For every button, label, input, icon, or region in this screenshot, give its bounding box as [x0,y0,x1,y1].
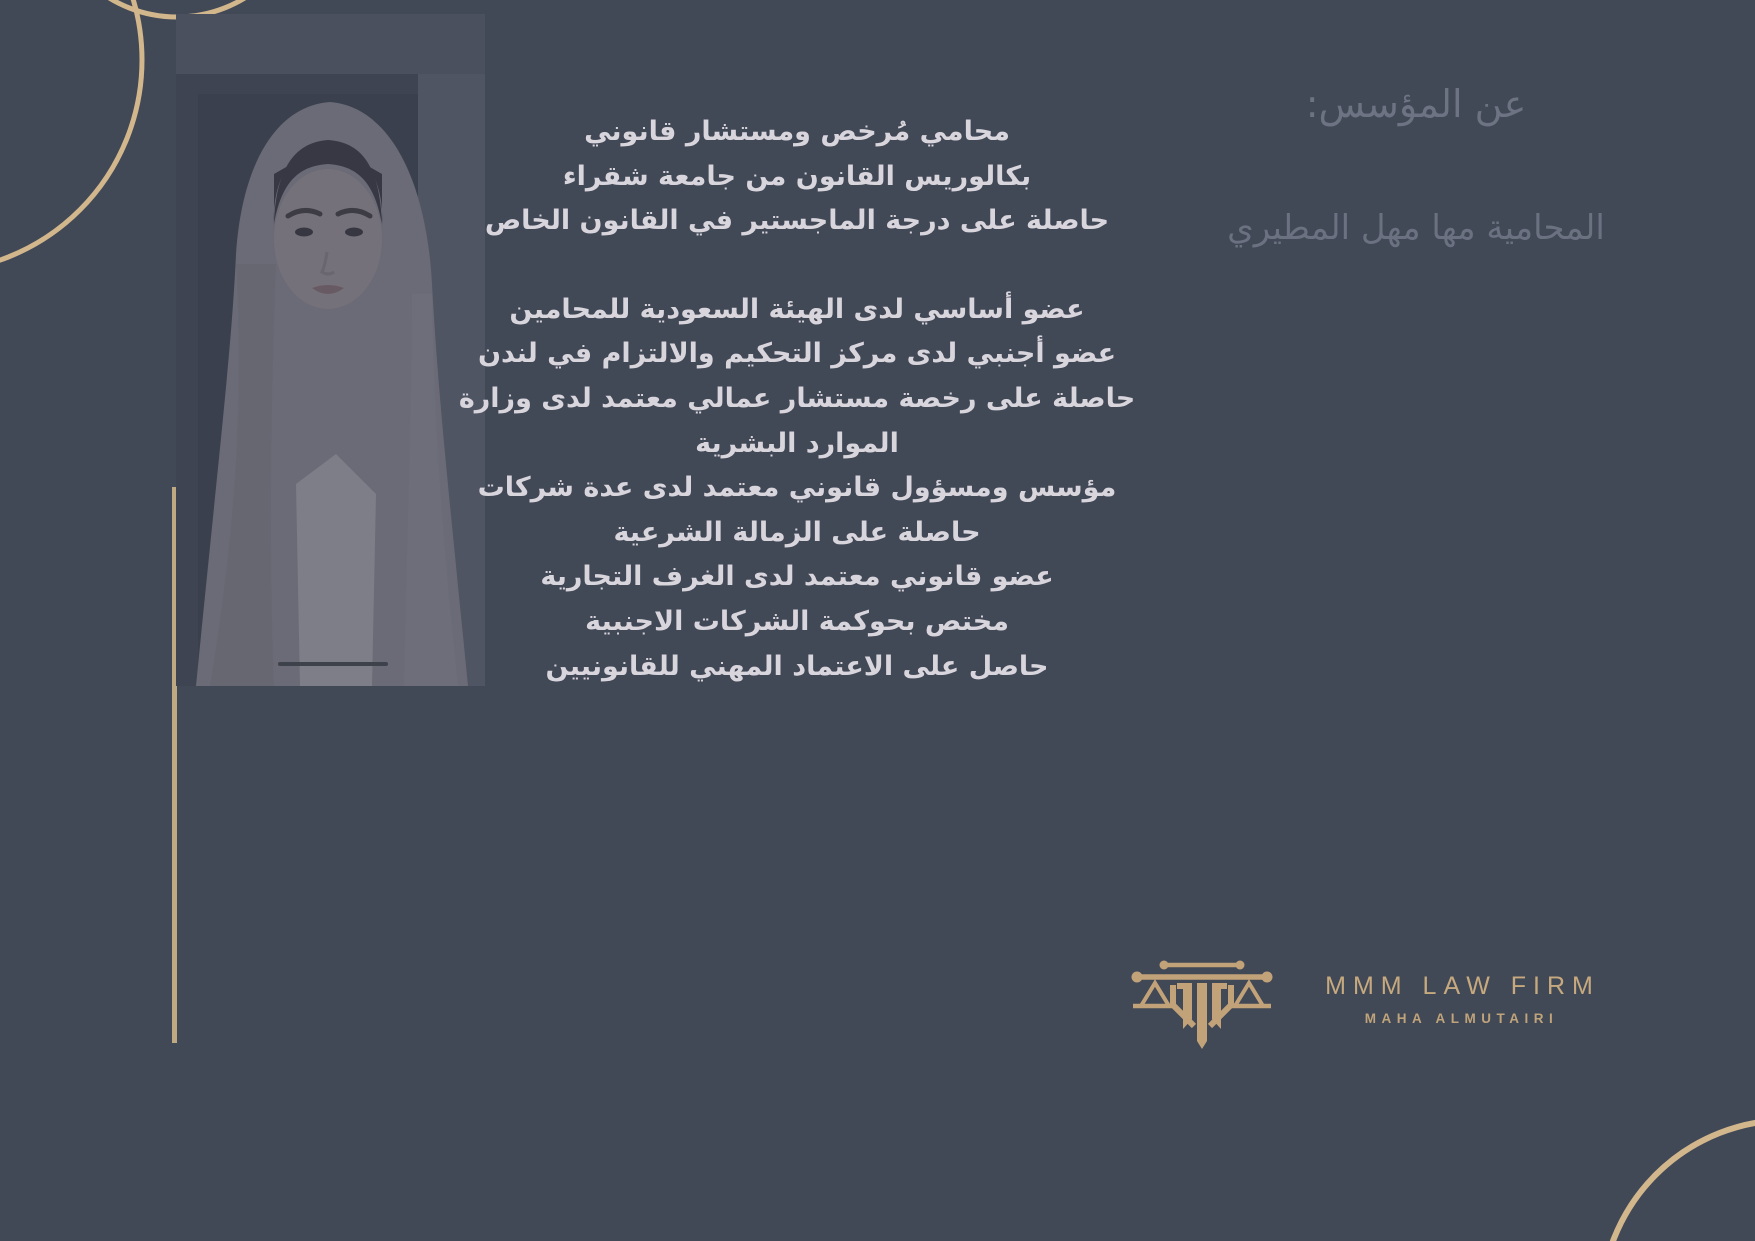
firm-owner-name: MAHA ALMUTAIRI [1364,1011,1559,1026]
portrait-illustration [176,14,485,686]
scales-pillar-logo-icon [1128,953,1276,1053]
top-left-outer-arc-decoration [0,0,142,272]
about-line: عضو قانوني معتمد لدى الغرف التجارية [540,561,1054,593]
founder-name: المحامية مها مهل المطيري [1227,208,1605,248]
about-line: حاصلة على درجة الماجستير في القانون الخاص [484,205,1110,237]
about-line: مؤسس ومسؤول قانوني معتمد لدى عدة شركات [477,472,1117,504]
photo-home-indicator-bar [278,662,388,666]
founder-heading: عن المؤسس: [1305,82,1527,126]
about-text-block [450,110,1144,689]
about-line: حاصل على الاعتماد المهني للقانونيين [545,650,1049,682]
about-line: الموارد البشرية [695,427,899,459]
about-line: حاصلة على رخصة مستشار عمالي معتمد لدى وزارة [458,382,1136,414]
founder-photo [176,14,485,686]
about-line: عضو أساسي لدى الهيئة السعودية للمحامين [509,293,1085,325]
about-line-spacer [450,244,1144,288]
law-firm-brand [1303,972,1615,1026]
about-line: عضو أجنبي لدى مركز التحكيم والالتزام في لندن [477,338,1117,370]
about-line: مختص بحوكمة الشركات الاجنبية [585,605,1009,637]
about-line: حاصلة على الزمالة الشرعية [613,516,981,548]
bottom-right-arc-decoration [1601,1120,1755,1241]
firm-name: MMM LAW FIRM [1325,972,1600,1000]
about-line: محامي مُرخص ومستشار قانوني [584,116,1010,147]
about-line: بكالوريس القانون من جامعة شقراء [562,160,1032,192]
